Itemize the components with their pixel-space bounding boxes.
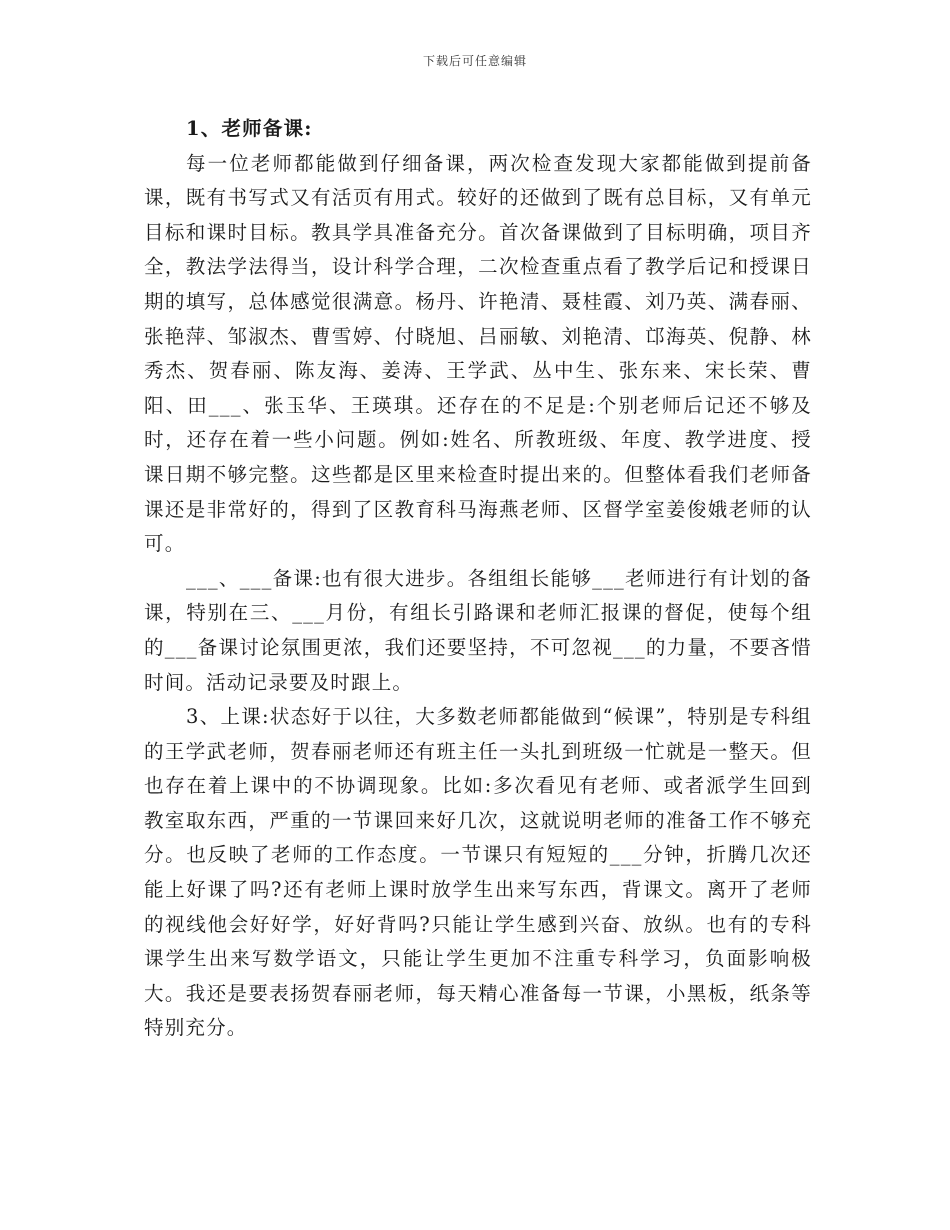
paragraph-lesson-prep: 每一位老师都能做到仔细备课，两次检查发现大家都能做到提前备课，既有书写式又有活页有用式。较好的还做到了既有总目标，又有单元目标和课时目标。教具学具准备充分。首次备课做到了目标明确，项目齐全，教法学法得当，设计科学合理，二次检查重点看了教学后记和授课日期的填写，总体感觉很满意。杨丹、许艳清、聂桂霞、刘乃英、满春丽、张艳萍、邹淑杰、曹雪婷、付晓旭、吕丽敏、刘艳清、邙海英、倪静、林秀杰、贺春丽、陈友海、姜涛、王学武、丛中生、张东来、宋长荣、曹阳、田___、张玉华、王瑛琪。还存在的不足是:个别老师后记还不够及时，还存在着一些小问题。例如:姓名、所教班级、年度、教学进度、授课日期不够完整。这些都是区里来检查时提出来的。但整体看我们老师备课还是非常好的，得到了区教育科马海燕老师、区督学室姜俊娥老师的认可。 bbox=[144, 151, 812, 556]
page-header: 下载后可任意编辑 bbox=[422, 54, 527, 68]
section-title-lesson-prep: 1、老师备课: bbox=[186, 117, 313, 140]
document-body bbox=[144, 112, 812, 1046]
paragraph-group-prep: ___、___备课:也有很大进步。各组组长能够___老师进行有计划的备课，特别在三、___月份，有组长引路课和老师汇报课的督促，使每个组的___备课讨论氛围更浓，我们还要坚持，不可忽视___的力量，不要吝惜时间。活动记录要及时跟上。 bbox=[144, 566, 812, 694]
paragraph-teaching: 3、上课:状态好于以往，大多数老师都能做到“候课”，特别是专科组的王学武老师，贺春丽老师还有班主任一头扎到班级一忙就是一整天。但也存在着上课中的不协调现象。比如:多次看见有老师、或者派学生回到教室取东西，严重的一节课回来好几次，这就说明老师的准备工作不够充分。也反映了老师的工作态度。一节课只有短短的___分钟，折腾几次还能上好课了吗?还有老师上课时放学生出来写东西，背课文。离开了老师的视线他会好好学，好好背吗?只能让学生感到兴奋、放纵。也有的专科课学生出来写数学语文，只能让学生更加不注重专科学习，负面影响极大。我还是要表扬贺春丽老师，每天精心准备每一节课，小黑板，纸条等特别充分。 bbox=[144, 705, 812, 1040]
